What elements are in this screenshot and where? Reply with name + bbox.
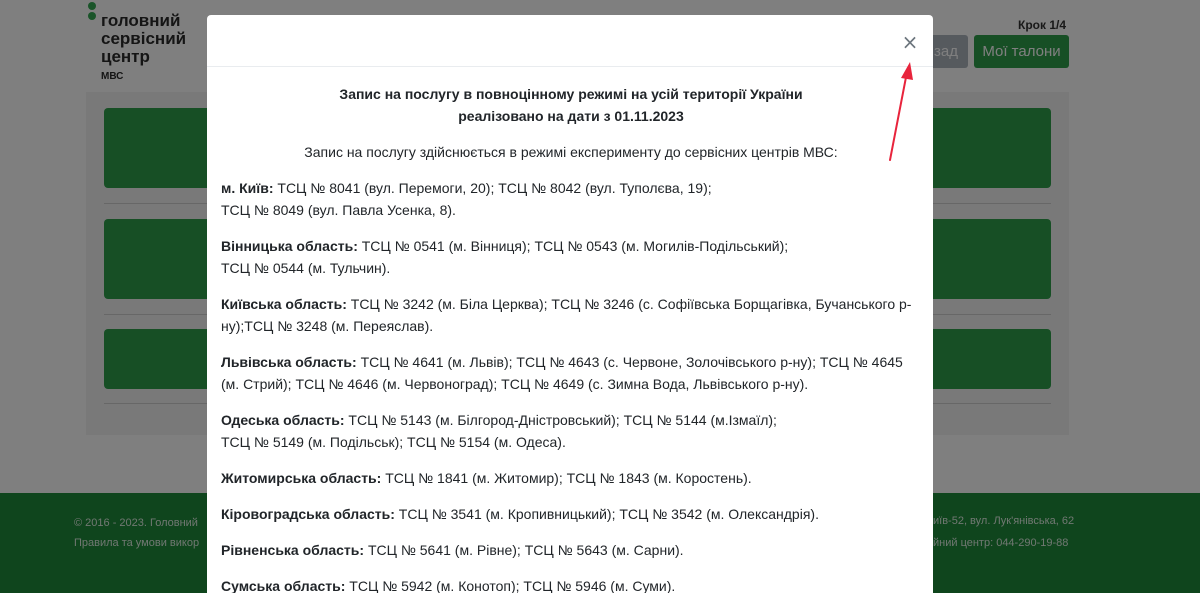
regions-list xyxy=(221,177,921,593)
region-centers: ТСЦ № 5641 (м. Рівне); ТСЦ № 5643 (м. Сарни). xyxy=(364,542,684,558)
region-item xyxy=(221,235,921,279)
region-item xyxy=(221,293,921,337)
region-centers: ТСЦ № 5942 (м. Конотоп); ТСЦ № 5946 (м. Суми). xyxy=(345,578,676,593)
region-item xyxy=(221,539,921,561)
region-name: Рівненська область: xyxy=(221,542,365,558)
region-name: Кіровоградська область: xyxy=(221,506,395,522)
region-name: Вінницька область: xyxy=(221,238,358,254)
region-centers: ТСЦ № 5143 (м. Білгород-Дністровський); ТСЦ № 5144 (м.Ізмаїл); ТСЦ № 5149 (м. Подільськ); ТСЦ № 5154 (м. Одеса). xyxy=(221,412,777,450)
region-name: Львівська область: xyxy=(221,354,357,370)
region-name: Житомирська область: xyxy=(221,470,382,486)
region-name: Київська область: xyxy=(221,296,347,312)
region-centers: ТСЦ № 1841 (м. Житомир); ТСЦ № 1843 (м. Коростень). xyxy=(381,470,752,486)
region-centers: ТСЦ № 0541 (м. Вінниця); ТСЦ № 0543 (м. Могилів-Подільський); ТСЦ № 0544 (м. Тульчин). xyxy=(221,238,789,276)
region-centers: ТСЦ № 4641 (м. Львів); ТСЦ № 4643 (с. Червоне, Золочівського р-ну); ТСЦ № 4645 (м. Стрий); ТСЦ № 4646 (м. Червоноград); ТСЦ № 4649 (с. Зимна Вода, Львівського р-ну). xyxy=(221,354,903,392)
region-item xyxy=(221,503,921,525)
modal-header xyxy=(207,15,933,67)
region-name: Одеська область: xyxy=(221,412,345,428)
region-item xyxy=(221,351,921,395)
modal-intro: Запис на послугу здійснюється в режимі експерименту до сервісних центрів МВС: xyxy=(304,144,838,160)
region-item xyxy=(221,177,921,221)
region-centers: ТСЦ № 8041 (вул. Перемоги, 20); ТСЦ № 8042 (вул. Туполєва, 19); ТСЦ № 8049 (вул. Павла Усенка, 8). xyxy=(221,180,712,218)
close-icon[interactable]: × xyxy=(901,30,919,54)
region-item xyxy=(221,409,921,453)
modal-body xyxy=(221,83,921,593)
region-centers: ТСЦ № 3541 (м. Кропивницький); ТСЦ № 3542 (м. Олександрія). xyxy=(394,506,819,522)
modal-title: Запис на послугу в повноцінному режимі на усій території України реалізовано на дати з 01.11.2023 xyxy=(339,86,803,124)
region-name: Сумська область: xyxy=(221,578,346,593)
region-centers: ТСЦ № 3242 (м. Біла Церква); ТСЦ № 3246 (с. Софіївська Борщагівка, Бучанського р-ну);ТСЦ № 3248 (м. Переяслав). xyxy=(221,296,912,334)
region-item xyxy=(221,467,921,489)
region-item xyxy=(221,575,921,593)
info-modal xyxy=(207,15,933,593)
region-name: м. Київ: xyxy=(221,180,274,196)
